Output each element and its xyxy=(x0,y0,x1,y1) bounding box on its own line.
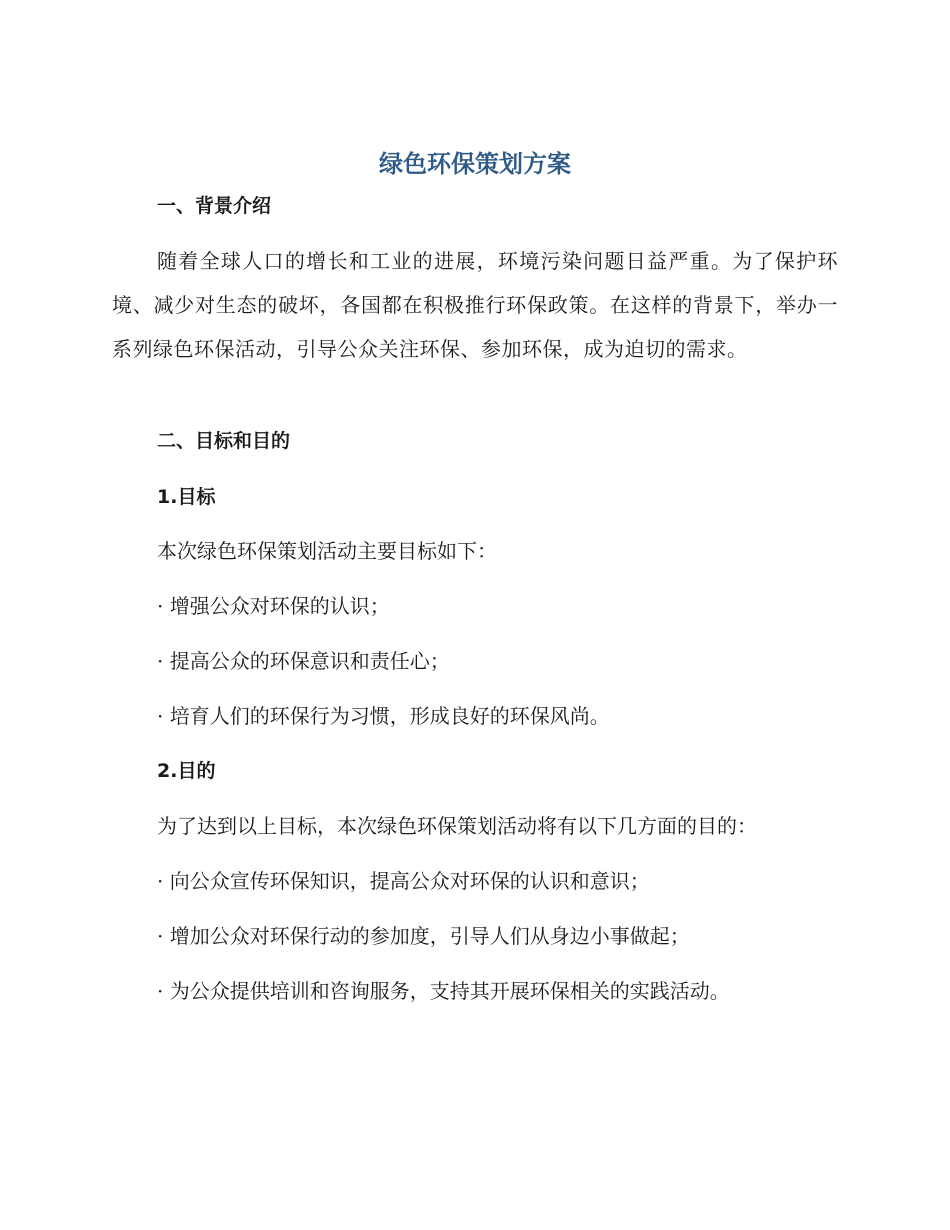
section-heading-background: 一、背景介绍 xyxy=(157,195,272,217)
subsection-heading-targets: 1.目标 xyxy=(157,486,216,508)
document-title: 绿色环保策划方案 xyxy=(379,150,571,178)
section-heading-goals: 二、目标和目的 xyxy=(157,430,291,452)
list-item: · 增加公众对环保行动的参加度，引导人们从身边小事做起； xyxy=(157,924,690,948)
purposes-intro: 为了达到以上目标，本次绿色环保策划活动将有以下几方面的目的： xyxy=(157,814,757,838)
background-paragraph: 随着全球人口的增长和工业的进展，环境污染问题日益严重。为了保护环境、减少对生态的破坏，各国都在积极推行环保政策。在这样的背景下，举办一系列绿色环保活动，引导公众关注环保、参加环保，成为迫切的需求。 xyxy=(112,249,838,361)
targets-intro: 本次绿色环保策划活动主要目标如下： xyxy=(157,539,497,563)
list-item: · 培育人们的环保行为习惯，形成良好的环保风尚。 xyxy=(157,704,610,728)
subsection-heading-purposes: 2.目的 xyxy=(157,760,216,782)
list-item: · 增强公众对环保的认识； xyxy=(157,594,390,618)
list-item: · 为公众提供培训和咨询服务，支持其开展环保相关的实践活动。 xyxy=(157,979,730,1003)
list-item: · 向公众宣传环保知识，提高公众对环保的认识和意识； xyxy=(157,869,650,893)
list-item: · 提高公众的环保意识和责任心； xyxy=(157,649,450,673)
